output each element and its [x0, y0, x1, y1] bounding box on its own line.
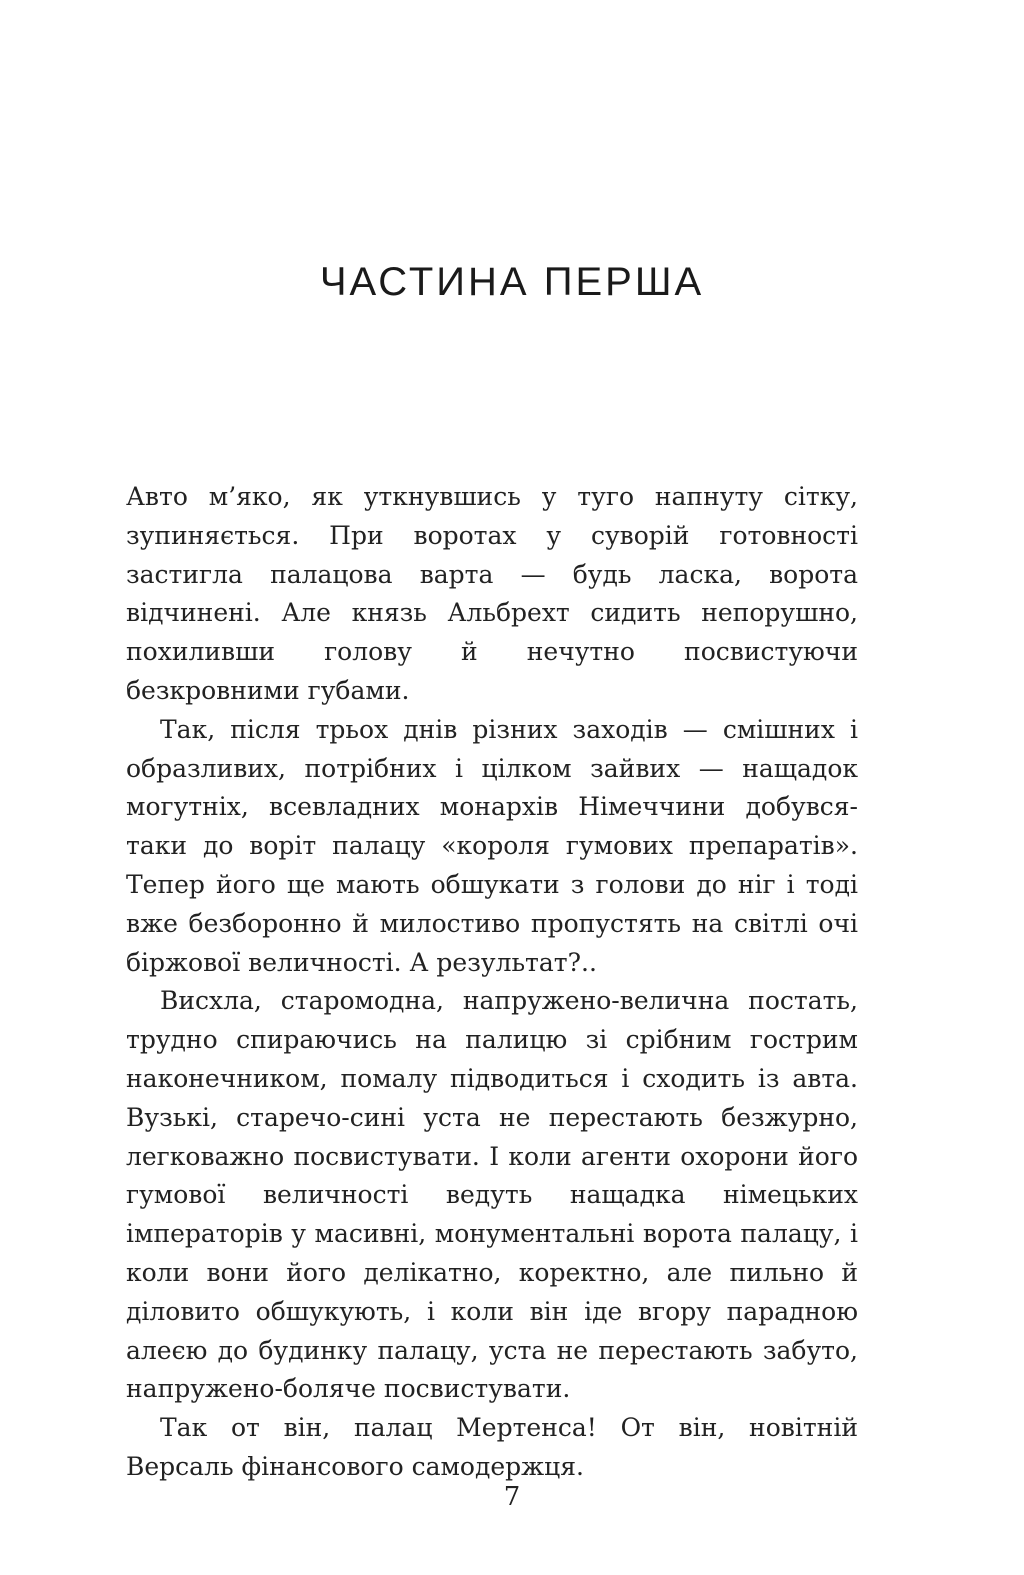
paragraph-1: Авто м’яко, як уткнувшись у туго напнуту сітку, зупиняється. При воротах у суворій готовності застигла палацова варта — будь ласка, ворота відчинені. Але князь Альбрехт сидить непорушно, похиливши голову й нечутно посвистуючи безкровними губами.	[126, 482, 858, 705]
paragraph-3: Висхла, старомодна, напружено-велична постать, трудно спираючись на палицю зі срібним гострим наконечником, помалу підводиться і сходить із авта. Вузькі, старечо-сині уста не перестають безжурно, легковажно посвистувати. І коли агенти охорони його гумової величності ведуть нащадка німецьких імператорів у масивні, монументальні ворота палацу, і коли вони його делікатно, коректно, але пильно й діловито обшукують, і коли він іде вгору парадною алеєю до будинку палацу, уста не перестають забуто, напружено-боляче посвистувати.	[126, 986, 858, 1404]
paragraph-2: Так, після трьох днів різних заходів — смішних і образливих, потрібних і цілком зайвих — нащадок могутніх, всевладних монархів Німеччини добувся-таки до воріт палацу «короля гумових препаратів». Тепер його ще мають обшукати з голови до ніг і тоді вже безборонно й милостиво пропустять на світлі очі біржової величності. А результат?..	[126, 714, 858, 977]
part-title: ЧАСТИНА ПЕРША	[319, 260, 705, 304]
page-number: 7	[503, 1482, 521, 1512]
paragraph-4: Так от він, палац Мертенса! От він, новітній Версаль фінансового самодержця.	[126, 1413, 858, 1481]
body-text	[126, 478, 858, 1487]
